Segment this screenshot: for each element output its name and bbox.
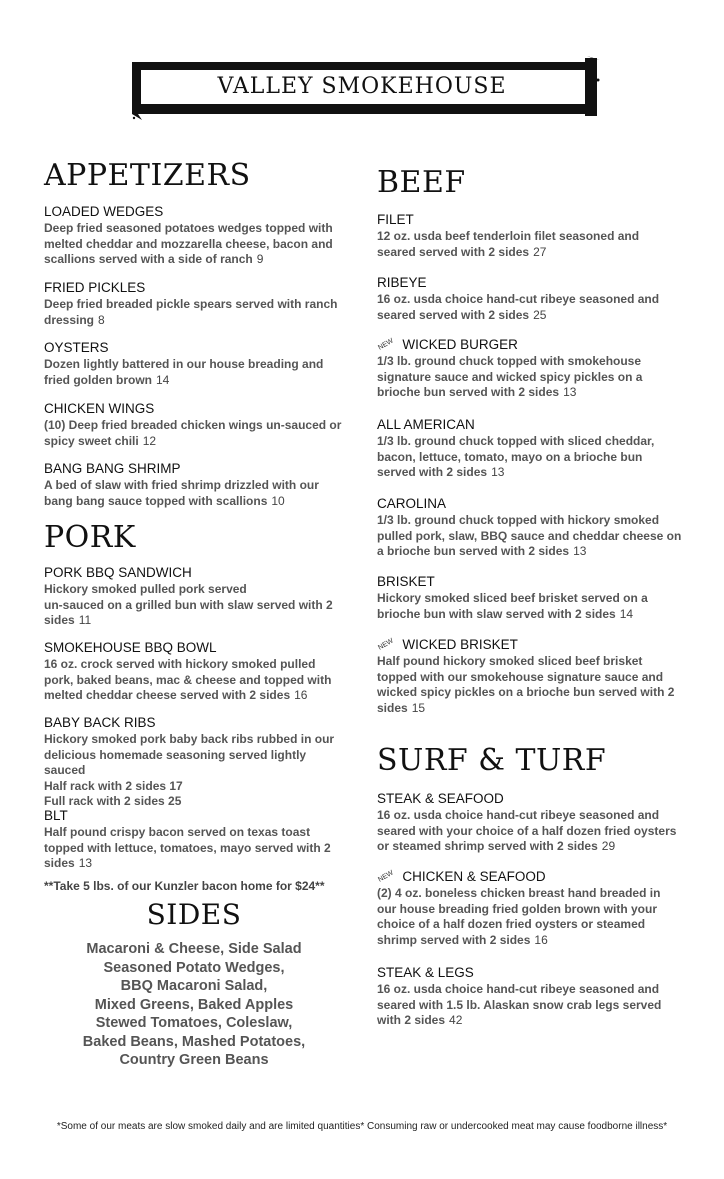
description-line — [44, 598, 350, 614]
description-line — [377, 370, 683, 386]
description-line — [377, 292, 683, 308]
menu-item — [377, 637, 683, 716]
menu-item — [44, 640, 350, 704]
menu-item-name-row — [377, 637, 683, 653]
description-text: Half rack with 2 sides 17 — [44, 778, 183, 793]
description-text: shrimp served with 2 sides — [377, 932, 531, 947]
menu-item — [44, 340, 350, 388]
description-line — [377, 544, 683, 560]
description-text: Dozen lightly battered in our house breading and — [44, 357, 324, 371]
side-item-line: Macaroni & Cheese, Side Salad — [86, 941, 302, 957]
description-text: spicy sweet chili — [44, 433, 139, 448]
menu-item-name: ALL AMERICAN — [377, 417, 475, 432]
menu-item-description — [44, 657, 350, 704]
menu-item-price: 25 — [533, 307, 547, 322]
menu-item-price: 16 — [534, 932, 548, 947]
menu-item-price: 29 — [601, 839, 616, 854]
menu-item — [377, 869, 683, 948]
description-line — [377, 245, 683, 261]
description-line — [44, 841, 350, 857]
description-line — [44, 221, 350, 237]
menu-item-name-row — [44, 808, 350, 824]
menu-item-description — [44, 357, 350, 388]
description-line — [44, 252, 350, 268]
description-line — [44, 856, 350, 872]
description-line — [377, 839, 683, 855]
description-line — [44, 434, 350, 450]
description-line — [377, 385, 683, 401]
description-line — [377, 982, 683, 998]
description-text: (10) Deep fried breaded chicken wings un-sauced or — [44, 418, 342, 432]
description-text: 1/3 lb. ground chuck topped with sliced cheddar, — [377, 434, 655, 448]
description-text: topped with our smokehouse signature sauce and — [377, 669, 664, 684]
side-item-line: Mixed Greens, Baked Apples — [94, 996, 294, 1013]
appetizers-title: APPETIZERS — [44, 158, 251, 193]
menu-item-name: FRIED PICKLES — [44, 280, 146, 295]
description-text: seared served with 2 sides — [377, 244, 530, 259]
menu-item-description — [44, 221, 350, 268]
description-line — [44, 357, 350, 373]
menu-item-name-row — [44, 204, 350, 220]
description-text: Hickory smoked pork baby back ribs rubbed in our — [44, 732, 335, 746]
side-item-line: Seasoned Potato Wedges, — [103, 959, 285, 976]
menu-item — [44, 565, 350, 629]
menu-item-name-row — [377, 417, 683, 433]
menu-item-name: PORK BBQ SANDWICH — [44, 565, 192, 580]
menu-item-price: 15 — [411, 700, 426, 715]
description-text: 16 oz. usda choice hand-cut ribeye seasoned and — [377, 292, 660, 306]
menu-item-price: 13 — [573, 544, 587, 559]
menu-item-name: SMOKEHOUSE BBQ BOWL — [44, 640, 217, 655]
description-line — [44, 582, 350, 598]
description-line — [377, 701, 683, 717]
description-text: 16 oz. usda choice hand-cut ribeye seasoned and — [377, 808, 660, 822]
description-text: bacon, lettuce, tomato, mayo on a brioche bun — [377, 449, 643, 464]
menu-item-name: STEAK & LEGS — [377, 965, 474, 980]
menu-item — [377, 275, 683, 323]
new-badge: NEW — [377, 337, 395, 352]
description-line — [44, 373, 350, 389]
menu-item-name-row — [44, 565, 350, 581]
menu-item-name: STEAK & SEAFOOD — [377, 791, 504, 806]
side-item-line: Stewed Tomatoes, Coleslaw, — [95, 1015, 293, 1031]
description-text: Deep fried breaded pickle spears served with ranch — [44, 297, 338, 311]
description-line — [377, 229, 683, 245]
menu-item-price: 10 — [271, 493, 285, 508]
menu-item-price: 14 — [156, 372, 170, 387]
description-line — [44, 237, 350, 253]
menu-item-name-row — [377, 869, 683, 885]
menu-item-price: 14 — [619, 606, 634, 621]
description-text: bang bang sauce topped with scallions — [44, 493, 268, 508]
menu-item-name-row — [377, 791, 683, 807]
description-text: Hickory smoked pulled pork served — [44, 582, 247, 596]
menu-item-name-row — [44, 340, 350, 356]
menu-item — [44, 280, 350, 328]
description-line — [44, 779, 350, 795]
beef-title: BEEF — [377, 165, 466, 200]
description-line — [377, 902, 683, 918]
side-item-line: BBQ Macaroni Salad, — [120, 978, 268, 994]
description-line — [377, 513, 683, 529]
description-text: 1/3 lb. ground chuck topped with hickory smoked — [377, 513, 660, 527]
description-text: dressing — [44, 312, 95, 327]
footer-disclaimer: *Some of our meats are slow smoked daily and are limited quantities* Consuming raw or undercooked meat may cause foodborne illness* — [56, 1121, 668, 1132]
menu-item-description — [377, 808, 683, 855]
description-text: Half pound crispy bacon served on texas toast — [44, 825, 311, 839]
menu-item-description — [377, 354, 683, 401]
menu-item-price: 13 — [491, 465, 505, 480]
menu-item — [377, 212, 683, 260]
menu-item-name: CHICKEN & SEAFOOD — [402, 869, 546, 884]
description-text: delicious homemade seasoning served lightly sauced — [44, 747, 307, 778]
menu-item-name-row — [377, 275, 683, 291]
menu-item-name: RIBEYE — [377, 275, 427, 290]
new-badge: NEW — [377, 637, 395, 652]
menu-item-price: 9 — [256, 252, 264, 267]
menu-item-description — [377, 654, 683, 716]
surf-turf-title: SURF & TURF — [377, 743, 607, 778]
description-text: scallions served with a side of ranch — [44, 252, 253, 267]
menu-item — [377, 965, 683, 1029]
description-line — [377, 529, 683, 545]
menu-item-price: 27 — [533, 244, 547, 259]
sides-title: SIDES — [146, 898, 242, 931]
description-text: topped with lettuce, tomatoes, mayo served with 2 — [44, 840, 331, 855]
description-line — [377, 434, 683, 450]
menu-item-price: 13 — [563, 385, 577, 400]
menu-item-description — [377, 434, 683, 481]
description-text: Deep fried seasoned potatoes wedges topped with — [44, 221, 333, 235]
menu-item — [44, 808, 350, 872]
menu-item-name: WICKED BURGER — [402, 337, 518, 352]
menu-item-description — [44, 732, 350, 810]
description-line — [377, 933, 683, 949]
description-text: 12 oz. usda beef tenderloin filet seasoned and — [377, 229, 640, 243]
description-text: with 2 sides — [377, 1013, 446, 1028]
menu-item-name: CAROLINA — [377, 496, 447, 511]
description-line — [377, 607, 683, 623]
menu-item-name: OYSTERS — [44, 340, 109, 355]
menu-item-price: 11 — [78, 613, 92, 628]
description-text: 16 oz. crock served with hickory smoked pulled — [44, 657, 316, 671]
description-text: signature sauce and wicked spicy pickles on a — [377, 369, 643, 384]
menu-item-description — [377, 229, 683, 260]
menu-item-name: LOADED WEDGES — [44, 204, 164, 219]
menu-item-name: BANG BANG SHRIMP — [44, 461, 181, 476]
description-line — [44, 688, 350, 704]
menu-item — [377, 417, 683, 481]
description-text: choice of a half dozen fried oysters or steamed — [377, 917, 646, 932]
description-text: melted cheddar and mozzarella cheese, bacon and — [44, 236, 333, 251]
description-line — [44, 748, 350, 779]
description-line — [44, 613, 350, 629]
menu-item-name: CHICKEN WINGS — [44, 401, 155, 416]
menu-item-name-row — [44, 401, 350, 417]
menu-item — [377, 574, 683, 622]
menu-item-name-row — [377, 337, 683, 353]
menu-item — [377, 337, 683, 401]
description-line — [377, 450, 683, 466]
menu-item — [44, 715, 350, 810]
description-line — [44, 673, 350, 689]
description-text: seared served with 2 sides — [377, 307, 530, 322]
description-line — [44, 657, 350, 673]
description-line — [377, 886, 683, 902]
description-text: sides — [377, 700, 408, 715]
description-line — [377, 824, 683, 840]
menu-item-description — [377, 513, 683, 560]
description-text: 1/3 lb. ground chuck topped with smokehouse — [377, 354, 642, 368]
description-line — [377, 354, 683, 370]
side-item-line: Country Green Beans — [119, 1052, 269, 1068]
menu-item — [44, 204, 350, 268]
menu-item-name-row — [377, 212, 683, 228]
description-line — [44, 297, 350, 313]
description-line — [377, 465, 683, 481]
description-text: seared with your choice of a half dozen fried oysters — [377, 823, 677, 838]
description-line — [44, 494, 350, 510]
description-line — [377, 1013, 683, 1029]
menu-item-description — [44, 297, 350, 328]
menu-item-name: BLT — [44, 808, 68, 823]
description-text: (2) 4 oz. boneless chicken breast hand breaded in — [377, 886, 661, 900]
description-line — [377, 308, 683, 324]
description-text: brioche bun with slaw served with 2 sides — [377, 606, 616, 621]
menu-item-description — [44, 582, 350, 629]
menu-item-description — [377, 591, 683, 622]
description-text: or steamed shrimp served with 2 sides — [377, 839, 598, 854]
description-text: served with 2 sides — [377, 465, 488, 480]
description-line — [377, 654, 683, 670]
menu-item-price: 8 — [98, 312, 105, 327]
description-text: pulled pork, slaw, BBQ sauce and cheddar cheese on — [377, 528, 682, 543]
bacon-note: **Take 5 lbs. of our Kunzler bacon home for $24** — [44, 879, 325, 893]
menu-item-price: 42 — [449, 1013, 463, 1028]
description-text: sides — [44, 856, 75, 871]
menu-item — [377, 791, 683, 855]
description-text: brioche bun served with 2 sides — [377, 385, 560, 400]
description-text: Full rack with 2 sides 25 — [44, 794, 182, 809]
menu-item-price: 16 — [294, 688, 308, 703]
menu-item — [44, 461, 350, 509]
description-text: 16 oz. usda choice hand-cut ribeye seasoned and — [377, 982, 660, 996]
menu-item-name: BABY BACK RIBS — [44, 715, 156, 730]
menu-item-name: FILET — [377, 212, 414, 227]
menu-item-name-row — [44, 461, 350, 477]
description-line — [44, 825, 350, 841]
restaurant-name: VALLEY SMOKEHOUSE — [217, 73, 507, 99]
description-line — [44, 418, 350, 434]
menu-item — [377, 496, 683, 560]
description-line — [377, 808, 683, 824]
menu-item-price: 12 — [142, 433, 157, 448]
menu-item-name-row — [377, 965, 683, 981]
menu-item-description — [377, 292, 683, 323]
menu-item-description — [377, 982, 683, 1029]
description-text: A bed of slaw with fried shrimp drizzled with our — [44, 478, 319, 492]
description-text: pork, baked beans, mac & cheese and topped with — [44, 672, 332, 687]
description-line — [44, 478, 350, 494]
description-line — [377, 998, 683, 1014]
menu-item-description — [44, 825, 350, 872]
menu-item-name: WICKED BRISKET — [402, 637, 518, 652]
menu-item-description — [44, 418, 350, 449]
description-line — [377, 685, 683, 701]
description-text: wicked spicy pickles on a brioche bun served with 2 — [377, 685, 675, 700]
description-text: seared with 1.5 lb. Alaskan snow crab legs served — [377, 997, 662, 1012]
description-text: a brioche bun served with 2 sides — [377, 544, 570, 559]
description-text: our house breading fried golden brown with your — [377, 901, 658, 916]
new-badge: NEW — [377, 869, 395, 884]
menu-item-name-row — [377, 496, 683, 512]
description-text: melted cheddar cheese served with 2 sides — [44, 688, 291, 703]
description-text: fried golden brown — [44, 372, 152, 387]
menu-item-name-row — [44, 280, 350, 296]
menu-item-name-row — [44, 715, 350, 731]
description-line — [377, 670, 683, 686]
menu-item-name: BRISKET — [377, 574, 435, 589]
sides-list — [44, 940, 344, 1070]
description-line — [44, 313, 350, 329]
side-item-line: Baked Beans, Mashed Potatoes, — [82, 1033, 306, 1050]
menu-item-name-row — [44, 640, 350, 656]
description-text: Hickory smoked sliced beef brisket served on a — [377, 591, 648, 605]
description-text: sides — [44, 613, 75, 628]
description-line — [377, 917, 683, 933]
menu-item-description — [44, 478, 350, 509]
menu-item-price: 13 — [78, 856, 93, 871]
description-text: Half pound hickory smoked sliced beef brisket — [377, 654, 643, 668]
description-line — [377, 591, 683, 607]
menu-item-description — [377, 886, 683, 948]
menu-item — [44, 401, 350, 449]
pork-title: PORK — [44, 520, 136, 555]
title-banner — [132, 56, 592, 116]
description-line — [44, 732, 350, 748]
description-text: un-sauced on a grilled bun with slaw served with 2 — [44, 597, 333, 612]
menu-item-name-row — [377, 574, 683, 590]
